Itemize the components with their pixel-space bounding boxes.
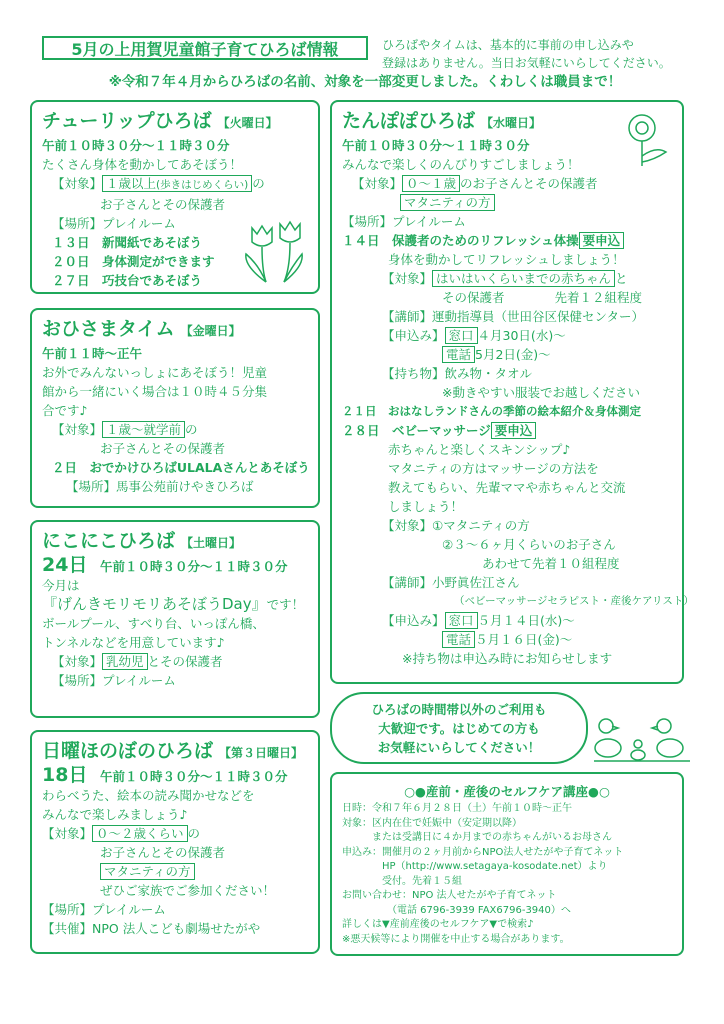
tulip-section: チューリップひろば 【火曜日】 午前１０時３０分〜１１時３０分 たくさん身体を動かしてあそぼう！ 【対象】 １歳以上(歩きはじめくらい) の お子さんとその保護者 【場所】プレイルーム １３日 新聞紙であそぼう ２０日 身体測定ができます ２７日 巧技台であそぼう <box>30 100 320 294</box>
tanpopo-time: 午前１０時３０分〜１１時３０分 <box>342 138 530 153</box>
selfcare-section: ○●産前・産後のセルフケア講座●○ 日時：令和７年６月２８日（土）午前１０時〜正午 対象：区内在住で妊娠中（安定期以降） または受講日に４か月までの赤ちゃんがいるお母さん 申込み：開催月の２ヶ月前からNPO法人せたがや子育てネット HP（http://www.setagaya-kosodate.net）より 受付。先着１５組 お問い合わせ：NPO 法人せたがや子育てネット （電話 6796-3939 FAX6796-3940）へ 詳しくは▼産前産後のセルフケア▼で検索♪ ※悪天候等により開催を中止する場合があります。 <box>330 772 684 956</box>
tanpopo-place: 【場所】プレイルーム <box>342 214 466 229</box>
tanpopo-section: たんぽぽひろば 【水曜日】 午前１０時３０分〜１１時３０分 みんなで楽しくのんびりすごしましょう！ 【対象】 ０〜１歳 のお子さんとその保護者 マタニティの方 【場所】プレイルーム １４日 保護者のためのリフレッシュ体操 要申込 身体を動かしてリフレッシュしましょう！ 【対象】 はいはいくらいまでの赤ちゃん と その保護者 先着１２組程度 【講師】運動指導員（世田谷区保健センター） 【申込み】 窓口 ４月30日(水)〜 電話 5月2日(金)〜 【持ち物】飲み物・タオル ※動きやすい服装でお越しください ２１日 おはなしランドさんの季節の絵本紹介＆身体測定 ２８日 ベビーマッサージ 要申込 赤ちゃんと楽しくスキンシップ♪ マタニティの方はマッサージの方法を 教えてもらい、先輩ママや赤ちゃんと交流 しましょう！ 【対象】①マタニティの方 ②３〜６ヶ月くらいのお子さん あわせて先着１０組程度 【講師】小野眞佐江さん （ベビーマッサージセラピスト・産後ケアリスト） 【申込み】 窓口 ５月１４日(水)〜 電話 ５月１６日(金)〜 ※持ち物は申込み時にお知らせします <box>330 100 684 684</box>
nichiyo-target: 【対象】 ０〜２歳くらい の <box>42 826 201 841</box>
nikoniko-section: にこにこひろば 【土曜日】 24日 午前１０時３０分〜１１時３０分 今月は 『げんきモリモリあそぼうDay』です！ ボールプール、すべり台、いっぽん橋、 トンネルなどを用意しています♪ 【対象】 乳幼児 とその保護者 【場所】プレイルーム <box>30 520 320 718</box>
tulip-illustration <box>238 220 308 286</box>
nichiyo-place: 【場所】プレイルーム <box>42 902 166 917</box>
ducks-illustration <box>592 716 694 764</box>
nikoniko-place: 【場所】プレイルーム <box>52 673 176 688</box>
nichiyo-title: 日曜ほのぼのひろば 【第３日曜日】 <box>42 740 304 762</box>
dandelion-illustration <box>622 112 672 168</box>
nikoniko-special: 『げんきモリモリあそぼうDay』です！ <box>42 595 305 613</box>
nikoniko-title: にこにこひろば 【土曜日】 <box>42 530 242 552</box>
tanpopo-event-28: ２８日 ベビーマッサージ 要申込 <box>342 421 672 440</box>
tulip-title: チューリップひろば 【火曜日】 <box>42 110 278 132</box>
welcome-callout: ひろばの時間帯以外のご利用も 大歓迎です。はじめての方も お気軽にいらしてください！ <box>330 692 588 764</box>
nikoniko-target: 【対象】 乳幼児 とその保護者 <box>52 654 223 669</box>
ohisama-section: おひさまタイム 【金曜日】 午前１１時〜正午 お外でみんないっしょにあそぼう！児童 館から一緒にいく場合は１０時４５分集 合です♪ 【対象】 １歳〜就学前 の お子さんとその保護者 ２日 おでかけひろばULALAさんとあそぼう 【場所】馬事公苑前けやきひろば <box>30 308 320 508</box>
selfcare-title: ○●産前・産後のセルフケア講座●○ <box>404 784 610 799</box>
page-title: 5月の上用賀児童館子育てひろば情報 <box>42 36 368 60</box>
ohisama-place: 【場所】馬事公苑前けやきひろば <box>66 479 254 494</box>
header-notice: ※令和７年４月からひろばの名前、対象を一部変更しました。くわしくは職員まで！ <box>108 74 622 90</box>
ohisama-event: ２日 おでかけひろばULALAさんとあそぼう <box>52 460 310 475</box>
tulip-place: 【場所】プレイルーム <box>52 216 176 231</box>
nichiyo-date-time: 18日 午前１０時３０分〜１１時３０分 <box>42 764 288 786</box>
nikoniko-date-time: 24日 午前１０時３０分〜１１時３０分 <box>42 554 288 576</box>
tanpopo-event-14: １４日 保護者のためのリフレッシュ体操 要申込 <box>342 231 672 250</box>
tulip-event: ２０日 身体測定ができます <box>52 254 215 269</box>
ohisama-target: 【対象】 １歳〜就学前 の <box>52 422 198 437</box>
header-note: ひろばやタイムは、基本的に事前の申し込みや 登録はありません。当日お気軽にいらしてください。 <box>382 38 671 70</box>
ohisama-title: おひさまタイム 【金曜日】 <box>42 318 241 340</box>
tulip-target: 【対象】 １歳以上(歩きはじめくらい) の <box>52 176 265 191</box>
ohisama-time: 午前１１時〜正午 <box>42 346 143 361</box>
tulip-event: ２７日 巧技台であそぼう <box>52 273 203 288</box>
tanpopo-target: 【対象】 ０〜１歳 のお子さんとその保護者 <box>352 176 598 191</box>
nichiyo-sponsor: 【共催】NPO 法人こども劇場せたがや <box>42 921 261 936</box>
tulip-time: 午前１０時３０分〜１１時３０分 <box>42 138 230 153</box>
nichiyo-section: 日曜ほのぼのひろば 【第３日曜日】 18日 午前１０時３０分〜１１時３０分 わらべうた、絵本の読み聞かせなどを みんなで楽しみましょう♪ 【対象】 ０〜２歳くらい の お子さんとその保護者 マタニティの方 ぜひご家族でご参加ください！ 【場所】プレイルーム 【共催】NPO 法人こども劇場せたがや <box>30 730 320 954</box>
tulip-desc: たくさん身体を動かしてあそぼう！ <box>42 157 243 172</box>
tanpopo-event-21: ２１日 おはなしランドさんの季節の絵本紹介＆身体測定 <box>342 404 641 418</box>
tulip-event: １３日 新聞紙であそぼう <box>52 235 203 250</box>
tanpopo-title: たんぽぽひろば 【水曜日】 <box>342 110 542 132</box>
